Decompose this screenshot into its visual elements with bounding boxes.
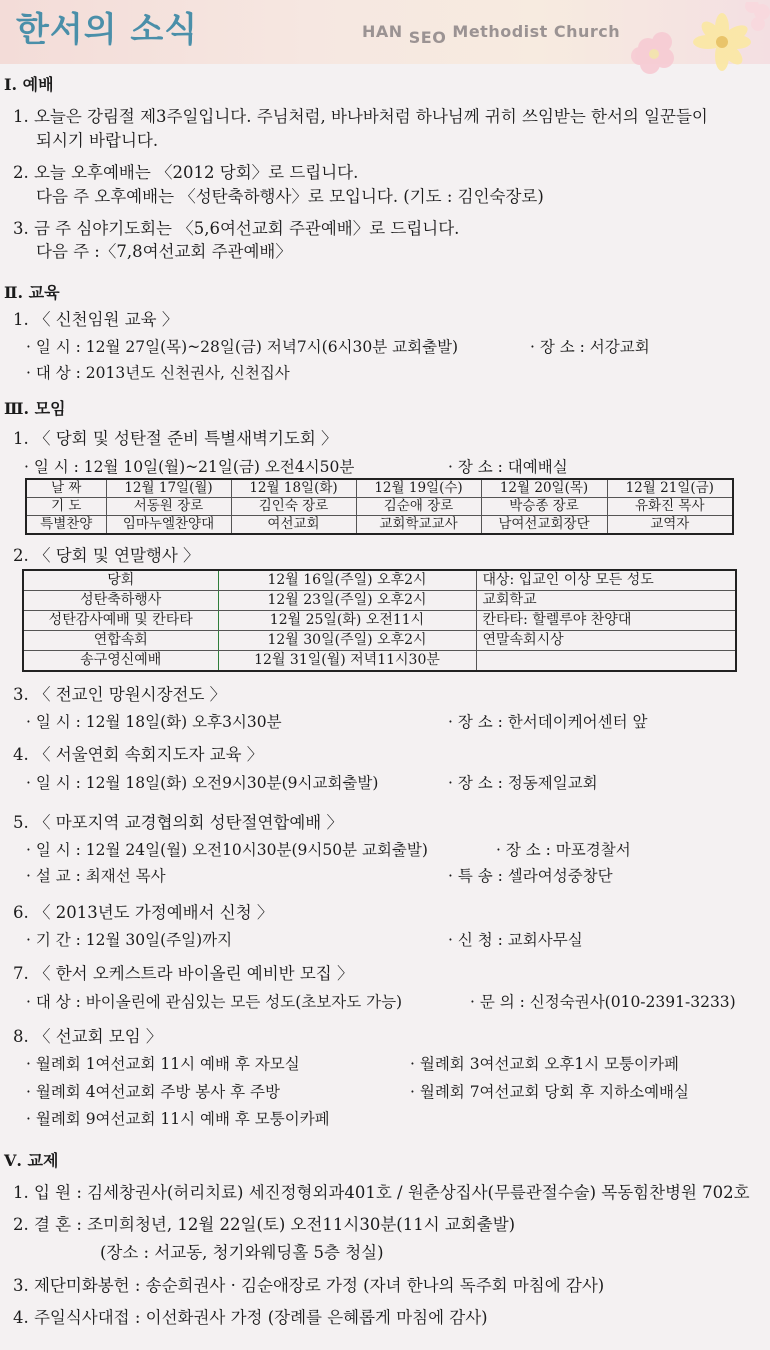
- table-row: [23, 570, 736, 591]
- meeting-item-3-place: · 장 소 : 한서데이케어센터 앞: [448, 713, 648, 731]
- worship-item-2-line-1: 2. 오늘 오후예배는 〈2012 당회〉로 드립니다.: [13, 163, 359, 182]
- table-cell: 기 도: [26, 498, 106, 516]
- meeting-item-6-apply: · 신 청 : 교회사무실: [448, 931, 583, 949]
- meeting-item-5-special-song: · 특 송 : 셀라여성중창단: [448, 867, 613, 885]
- table-row: [26, 516, 733, 535]
- table-row: [23, 591, 736, 611]
- meeting-item-2: 2. 〈 당회 및 연말행사 〉: [13, 546, 200, 565]
- meeting-item-3: 3. 〈 전교인 망원시장전도 〉: [13, 685, 227, 704]
- table-cell: 박승종 장로: [481, 498, 607, 516]
- meeting-item-6-period: · 기 간 : 12월 30일(주일)까지: [26, 931, 233, 949]
- fellowship-item-2-line-2: (장소 : 서교동, 청기와웨딩홀 5층 청실): [100, 1243, 384, 1262]
- fellowship-item-2-line-1: 2. 결 혼 : 조미희청년, 12월 22일(토) 오전11시30분(11시 교회출발): [13, 1215, 516, 1234]
- education-place: · 장 소 : 서강교회: [530, 338, 650, 356]
- page-title: 한서의 소식: [16, 10, 199, 50]
- meeting-item-8-d: · 월례회 7여선교회 당회 후 지하소예배실: [410, 1083, 689, 1101]
- meeting-item-5-place: · 장 소 : 마포경찰서: [496, 841, 631, 859]
- church-name-en: [362, 22, 621, 47]
- meeting-item-7-contact: · 문 의 : 신정숙권사(010-2391-3233): [470, 993, 736, 1011]
- table-cell: 교역자: [607, 516, 733, 535]
- table-cell: 12월 17일(월): [106, 479, 231, 498]
- table-row: [26, 498, 733, 516]
- meeting-item-8-e: · 월례회 9여선교회 11시 예배 후 모퉁이카페: [26, 1110, 330, 1128]
- meeting-item-4-place: · 장 소 : 정동제일교회: [448, 774, 598, 792]
- table-cell: 여선교회: [231, 516, 356, 535]
- meeting-item-8-a: · 월례회 1여선교회 11시 예배 후 자모실: [26, 1055, 300, 1073]
- worship-item-1-line-1: 1. 오늘은 강림절 제3주일입니다. 주님처럼, 바나바처럼 하나님께 귀히 쓰임받는 한서의 일꾼들이: [13, 107, 708, 126]
- education-date: · 일 시 : 12월 27일(목)~28일(금) 저녁7시(6시30분 교회출발): [26, 338, 459, 356]
- header-banner: [0, 0, 770, 64]
- worship-item-3-line-1: 3. 금 주 심야기도회는 〈5,6여선교회 주관예배〉로 드립니다.: [13, 219, 460, 238]
- meeting-item-8-b: · 월례회 3여선교회 오후1시 모퉁이카페: [410, 1055, 679, 1073]
- education-item-1: 1. 〈 신천임원 교육 〉: [13, 310, 179, 329]
- table-cell: 유화진 목사: [607, 498, 733, 516]
- table-row: [23, 651, 736, 672]
- meeting-item-7-target: · 대 상 : 바이올린에 관심있는 모든 성도(초보자도 가능): [26, 993, 403, 1011]
- meeting-item-1-date: · 일 시 : 12월 10일(월)~21일(금) 오전4시50분: [24, 458, 355, 476]
- table-cell: 서동원 장로: [106, 498, 231, 516]
- prayer-schedule-table: [25, 478, 734, 535]
- meeting-item-8-c: · 월례회 4여선교회 주방 봉사 후 주방: [26, 1083, 280, 1101]
- worship-item-2-line-2: 다음 주 오후예배는 〈성탄축하행사〉로 모입니다. (기도 : 김인숙장로): [36, 187, 544, 206]
- education-target: · 대 상 : 2013년도 신천권사, 신천집사: [26, 364, 290, 382]
- section-title-meeting: Ⅲ. 모임: [4, 399, 66, 418]
- table-cell: 대상: 입교인 이상 모든 성도: [476, 570, 736, 591]
- fellowship-item-3: 3. 제단미화봉헌 : 송순희권사 · 김순애장로 가정 (자녀 한나의 독주회 마침에 감사): [13, 1276, 605, 1295]
- meeting-item-1-place: · 장 소 : 대예배실: [448, 458, 568, 476]
- church-name-en-seo: SEO: [408, 28, 447, 47]
- year-end-events-table: [22, 569, 737, 672]
- meeting-item-5-date: · 일 시 : 12월 24일(월) 오전10시30분(9시50분 교회출발): [26, 841, 428, 859]
- worship-item-1-line-2: 되시기 바랍니다.: [36, 131, 159, 150]
- table-cell: 12월 25일(화) 오전11시: [218, 611, 476, 631]
- table-cell: 성탄축하행사: [23, 591, 218, 611]
- table-cell: 칸타타: 할렐루야 찬양대: [476, 611, 736, 631]
- table-cell: 12월 16일(주일) 오후2시: [218, 570, 476, 591]
- table-cell: 김순애 장로: [356, 498, 481, 516]
- table-cell: 12월 30일(주일) 오후2시: [218, 631, 476, 651]
- table-cell: 12월 20일(목): [481, 479, 607, 498]
- section-title-education: Ⅱ. 교육: [4, 283, 60, 302]
- meeting-item-8: 8. 〈 선교회 모임 〉: [13, 1027, 163, 1046]
- section-title-worship: Ⅰ. 예배: [4, 75, 54, 94]
- flower-decoration-icon: [612, 2, 770, 90]
- church-name-en-han: HAN: [362, 22, 403, 41]
- table-cell: 12월 18일(화): [231, 479, 356, 498]
- table-cell: 12월 21일(금): [607, 479, 733, 498]
- meeting-item-5-preacher: · 설 교 : 최재선 목사: [26, 867, 166, 885]
- meeting-item-4-date: · 일 시 : 12월 18일(화) 오전9시30분(9시교회출발): [26, 774, 379, 792]
- table-cell: 교회학교교사: [356, 516, 481, 535]
- table-cell: 연합속회: [23, 631, 218, 651]
- table-cell: 12월 31일(월) 저녁11시30분: [218, 651, 476, 672]
- meeting-item-5: 5. 〈 마포지역 교경협의회 성탄절연합예배 〉: [13, 813, 343, 832]
- table-cell: [476, 651, 736, 672]
- section-title-fellowship: Ⅴ. 교제: [4, 1151, 59, 1170]
- table-row: [23, 631, 736, 651]
- table-cell: 특별찬양: [26, 516, 106, 535]
- table-cell: 김인숙 장로: [231, 498, 356, 516]
- table-cell: 임마누엘찬양대: [106, 516, 231, 535]
- meeting-item-3-date: · 일 시 : 12월 18일(화) 오후3시30분: [26, 713, 282, 731]
- table-cell: 12월 19일(수): [356, 479, 481, 498]
- table-row: [26, 479, 733, 498]
- table-cell: 남여선교회장단: [481, 516, 607, 535]
- table-cell: 날 짜: [26, 479, 106, 498]
- table-cell: 교회학교: [476, 591, 736, 611]
- table-cell: 성탄감사예배 및 칸타타: [23, 611, 218, 631]
- fellowship-item-4: 4. 주일식사대접 : 이선화권사 가정 (장례를 은혜롭게 마침에 감사): [13, 1308, 488, 1327]
- fellowship-item-1: 1. 입 원 : 김세창권사(허리치료) 세진정형외과401호 / 원춘상집사(무릎관절수술) 목동힘찬병원 702호: [13, 1183, 750, 1202]
- table-cell: 연말속회시상: [476, 631, 736, 651]
- meeting-item-1: 1. 〈 당회 및 성탄절 준비 특별새벽기도회 〉: [13, 429, 338, 448]
- table-row: [23, 611, 736, 631]
- meeting-item-6: 6. 〈 2013년도 가정예배서 신청 〉: [13, 903, 274, 922]
- church-name-en-rest: Methodist Church: [452, 22, 621, 41]
- table-cell: 송구영신예배: [23, 651, 218, 672]
- table-cell: 당회: [23, 570, 218, 591]
- meeting-item-7: 7. 〈 한서 오케스트라 바이올린 예비반 모집 〉: [13, 964, 354, 983]
- meeting-item-4: 4. 〈 서울연회 속회지도자 교육 〉: [13, 745, 264, 764]
- worship-item-3-line-2: 다음 주 :〈7,8여선교회 주관예배〉: [36, 242, 292, 261]
- table-cell: 12월 23일(주일) 오후2시: [218, 591, 476, 611]
